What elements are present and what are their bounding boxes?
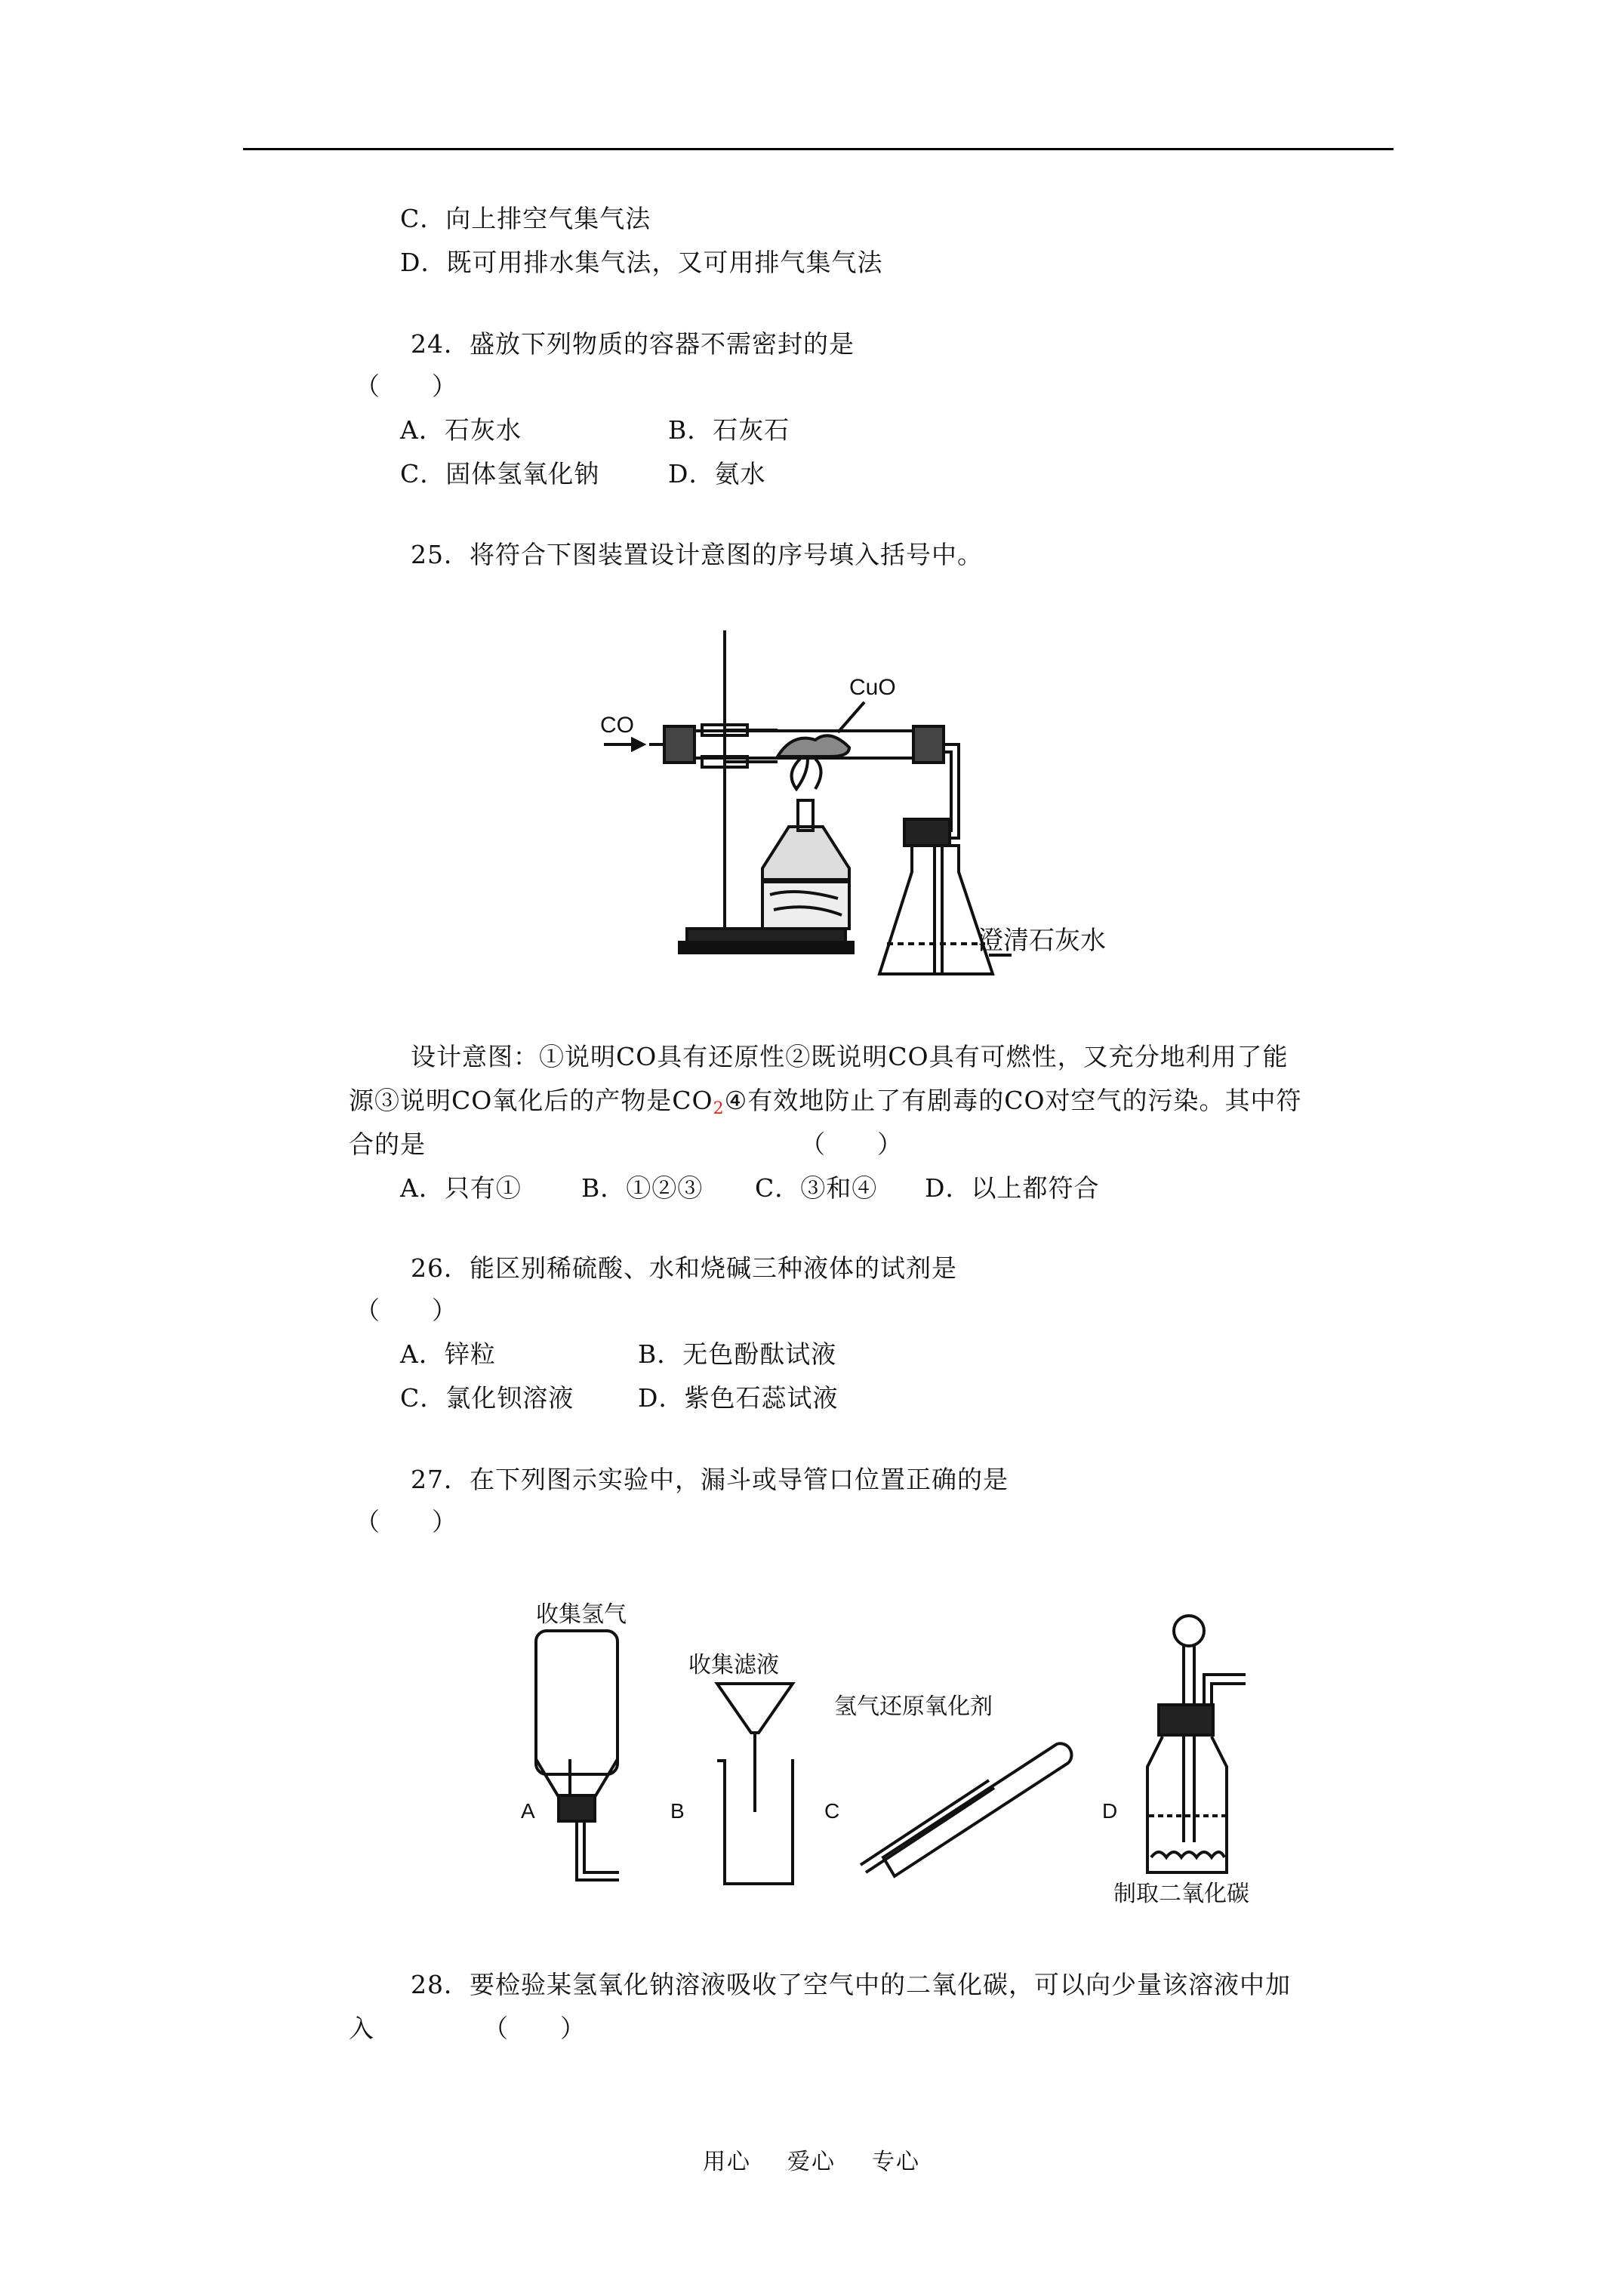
a-caption: 收集氢气 [536,1602,627,1627]
q25-design-line1: 设计意图：①说明CO具有还原性②既说明CO具有可燃性，又充分地利用了能 [411,1042,1289,1071]
q25-option-a: A．只有① [400,1173,522,1203]
q24-stem: 24．盛放下列物质的容器不需密封的是 [411,329,855,359]
footer-word-2: 爱心 [787,2149,836,2175]
q24-option-c: C．固体氢氧化钠 [400,459,600,488]
q28-line2: 入 [349,2014,374,2043]
b-caption: 收集滤液 [688,1653,779,1678]
header-rule [243,148,1394,150]
q28-answer-paren: （ ） [483,2014,586,2043]
d-caption: 制取二氧化碳 [1113,1881,1249,1906]
footer-word-1: 用心 [703,2149,751,2175]
c-letter: C [824,1799,840,1823]
a-letter: A [521,1799,535,1823]
b-letter: B [670,1799,685,1823]
q28-stem: 28．要检验某氢氧化钠溶液吸收了空气中的二氧化碳，可以向少量该溶液中加 [411,1970,1291,1999]
q23-option-c: C．向上排空气集气法 [400,204,651,233]
co2-subscript: 2 [713,1099,725,1118]
q25-answer-paren: （ ） [800,1130,903,1159]
q26-option-d: D．紫色石蕊试液 [638,1383,839,1413]
q27-answer-paren: （ ） [355,1507,457,1536]
q25-co-reduction-apparatus [589,619,1132,989]
d-letter: D [1102,1799,1118,1823]
cuo-label: CuO [849,675,896,700]
limewater-label: 澄清石灰水 [978,926,1106,955]
q27-apparatus-figure [498,1586,1283,1910]
c-caption: 氢气还原氧化剂 [834,1694,993,1719]
q25-stem: 25．将符合下图装置设计意图的序号填入括号中。 [411,540,983,569]
q24-option-a: A．石灰水 [400,415,522,445]
q27-stem: 27．在下列图示实验中，漏斗或导管口位置正确的是 [411,1465,1009,1494]
q25-option-c: C．③和④ [755,1173,878,1203]
co-label: CO [600,713,634,738]
q26-option-a: A．锌粒 [400,1339,496,1369]
q26-stem: 26．能区别稀硫酸、水和烧碱三种液体的试剂是 [411,1253,957,1283]
q24-answer-paren: （ ） [355,371,457,401]
q25-design-line3: 合的是 [349,1130,426,1159]
q24-option-b: B．石灰石 [668,415,790,445]
q26-answer-paren: （ ） [355,1296,457,1325]
q25-option-b: B．①②③ [581,1173,704,1203]
q25-option-d: D．以上都符合 [925,1173,1100,1203]
q23-option-d: D．既可用排水集气法，又可用排气集气法 [400,248,883,277]
footer-word-3: 专心 [872,2149,920,2175]
q25-design-line2: 源③说明CO氧化后的产物是CO2④有效地防止了有剧毒的CO对空气的污染。其中符 [349,1086,1302,1118]
page-footer [0,2143,1623,2176]
q24-option-d: D．氨水 [668,459,766,488]
q26-option-b: B．无色酚酞试液 [638,1339,837,1369]
q26-option-c: C．氯化钡溶液 [400,1383,574,1413]
